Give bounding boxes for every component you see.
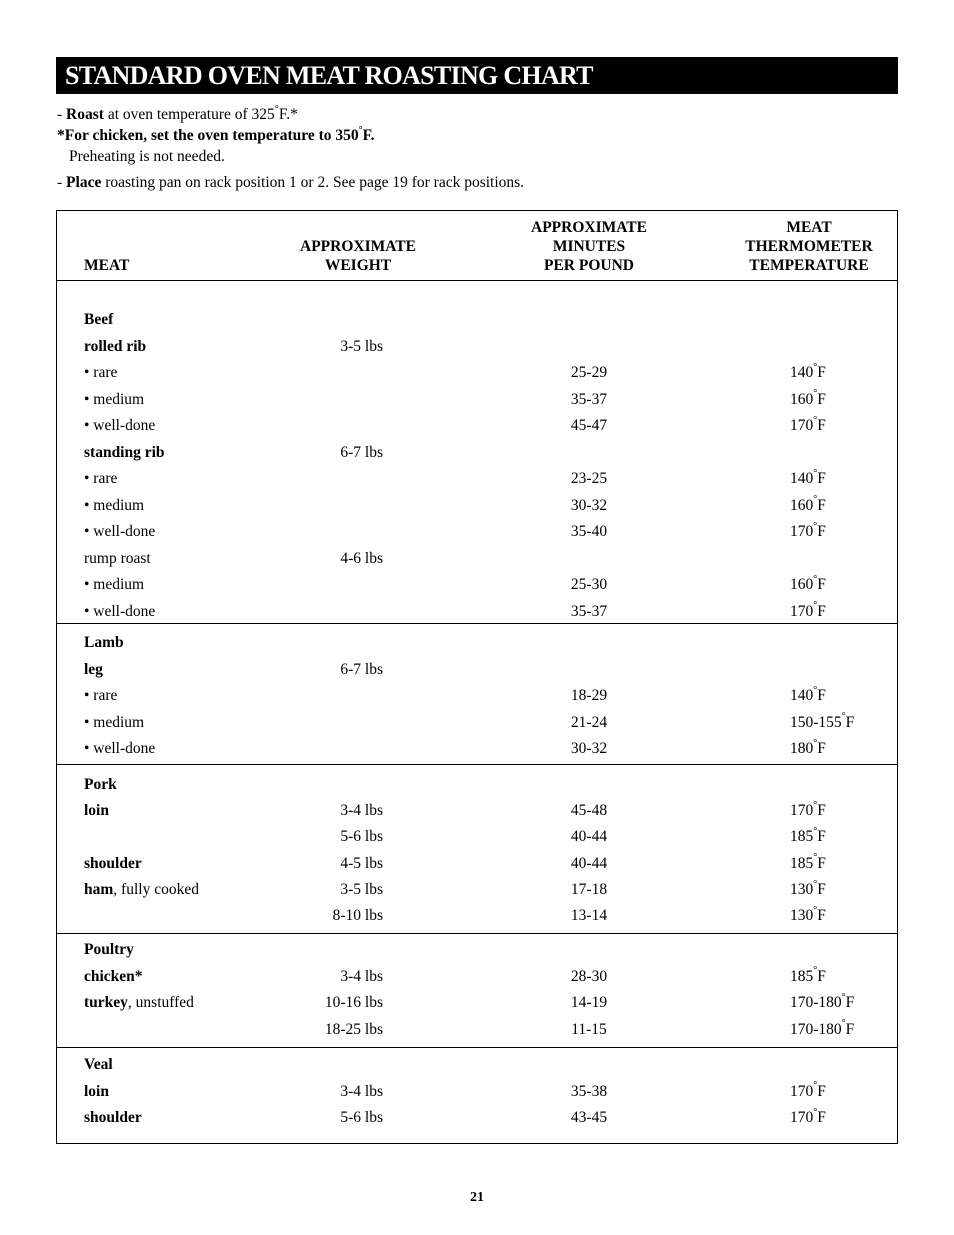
temperature-value: 160 — [790, 576, 814, 593]
meat-cut-cell — [84, 363, 117, 383]
table-row — [57, 443, 897, 463]
weight-cell: 4-5 lbs — [340, 854, 383, 872]
meat-cut-cell — [84, 602, 155, 622]
table-row — [57, 713, 897, 733]
meat-cut-bold: turkey — [84, 994, 128, 1011]
section-title: Pork — [84, 776, 117, 793]
roast-text: at oven temperature of 325 — [103, 106, 275, 123]
meat-cut-bold: leg — [84, 660, 103, 678]
temperature-value: 170 — [790, 1082, 814, 1100]
temperature-cell — [790, 1020, 854, 1040]
temperature-cell — [790, 854, 826, 874]
minutes-cell: 17-18 — [570, 880, 608, 898]
minutes-cell: 18-29 — [570, 687, 608, 704]
intro-place-line — [57, 174, 524, 192]
minutes-cell: 14-19 — [570, 994, 608, 1011]
temperature-cell — [790, 686, 826, 706]
table-row — [57, 549, 897, 569]
table-row — [57, 880, 897, 900]
temperature-value: 160 — [790, 390, 814, 408]
weight-cell: 4-6 lbs — [340, 549, 383, 567]
section-veal — [57, 1048, 897, 1144]
temperature-value: 170-180 — [790, 1020, 842, 1038]
temperature-unit: F — [817, 967, 826, 985]
degree-symbol: ° — [813, 414, 818, 426]
meat-cut-bold: rolled rib — [84, 337, 147, 355]
weight-cell: 10-16 lbs — [324, 994, 383, 1011]
header-temp-line: THERMOMETER — [745, 238, 873, 255]
temperature-cell — [790, 390, 826, 410]
meat-cut-cell — [84, 1082, 109, 1102]
meat-cut-text: • medium — [84, 496, 145, 514]
header-temp-line: MEAT — [786, 219, 832, 236]
meat-cut-text: , unstuffed — [127, 994, 194, 1011]
meat-cut-bold: chicken* — [84, 967, 143, 985]
degree-symbol: ° — [813, 800, 818, 812]
temperature-value: 140 — [790, 470, 814, 487]
page-number: 21 — [470, 1190, 484, 1205]
temperature-unit: F — [817, 802, 826, 820]
section-pork — [57, 765, 897, 934]
temperature-unit: F — [817, 470, 826, 487]
table-row — [57, 416, 897, 436]
minutes-cell: 35-38 — [570, 1082, 608, 1100]
degree-symbol: ° — [841, 991, 846, 1003]
meat-cut-cell — [84, 854, 142, 874]
place-text: roasting pan on rack position 1 or 2. See page 19 for rack positions. — [101, 174, 525, 191]
degree-symbol: ° — [813, 852, 818, 864]
header-minutes — [505, 218, 673, 275]
roast-label: Roast — [66, 106, 104, 123]
temperature-cell — [790, 827, 826, 847]
degree-symbol: ° — [813, 965, 818, 977]
section-title: Beef — [84, 311, 114, 328]
weight-cell: 3-5 lbs — [340, 880, 383, 898]
meat-cut-text: • well-done — [84, 417, 156, 434]
section-title-row — [57, 940, 897, 960]
table-row — [57, 1020, 897, 1040]
weight-cell: 5-6 lbs — [340, 828, 383, 846]
meat-cut-text: • medium — [84, 713, 145, 731]
temperature-cell — [790, 522, 826, 542]
meat-cut-bold: standing rib — [84, 443, 165, 461]
section-title-row — [57, 310, 897, 330]
table-row — [57, 967, 897, 987]
minutes-cell: 28-30 — [570, 967, 608, 985]
temperature-cell — [790, 880, 826, 900]
temperature-cell — [790, 416, 826, 436]
table-row — [57, 827, 897, 847]
meat-cut-cell — [84, 801, 109, 821]
minutes-cell: 40-44 — [570, 854, 608, 872]
degree-symbol: ° — [813, 826, 818, 838]
section-title-row — [57, 1055, 897, 1075]
meat-cut-text: • medium — [84, 576, 145, 593]
roasting-chart-table — [56, 210, 898, 1144]
header-weight — [275, 237, 441, 275]
minutes-cell: 21-24 — [570, 713, 608, 731]
chicken-unit: F. — [362, 127, 375, 144]
table-row — [57, 469, 897, 489]
table-row — [57, 1082, 897, 1102]
temperature-value: 185 — [790, 828, 814, 846]
minutes-cell: 11-15 — [571, 1020, 607, 1038]
page-title: STANDARD OVEN MEAT ROASTING CHART — [65, 61, 593, 90]
meat-cut-cell — [84, 337, 146, 357]
temperature-value: 170 — [790, 523, 814, 540]
meat-cut-text: • well-done — [84, 740, 156, 757]
section-title: Veal — [84, 1056, 113, 1073]
weight-cell: 3-5 lbs — [340, 337, 383, 355]
temperature-value: 170 — [790, 602, 814, 620]
degree-symbol: ° — [813, 684, 818, 696]
table-row — [57, 660, 897, 680]
meat-cut-cell — [84, 967, 143, 987]
minutes-cell: 35-37 — [570, 390, 608, 408]
temperature-value: 170-180 — [790, 994, 842, 1011]
meat-cut-cell — [84, 880, 199, 900]
temperature-cell — [790, 575, 826, 595]
header-minutes-line: APPROXIMATE — [531, 219, 647, 236]
weight-cell: 3-4 lbs — [340, 967, 383, 985]
table-row — [57, 390, 897, 410]
header-weight-line: APPROXIMATE — [300, 238, 416, 255]
temperature-cell — [790, 967, 826, 987]
meat-cut-cell — [84, 686, 117, 706]
place-label: Place — [66, 174, 102, 191]
table-header — [57, 211, 897, 281]
weight-cell: 6-7 lbs — [340, 443, 383, 461]
degree-symbol: ° — [813, 737, 818, 749]
meat-cut-cell — [84, 993, 194, 1013]
section-title: Poultry — [84, 941, 134, 958]
degree-symbol: ° — [813, 1080, 818, 1092]
minutes-cell: 40-44 — [570, 828, 608, 846]
temperature-unit: F — [817, 417, 826, 434]
meat-cut-cell — [84, 443, 165, 463]
degree-symbol: ° — [813, 467, 818, 479]
temperature-value: 170 — [790, 802, 814, 820]
temperature-cell — [790, 496, 826, 516]
meat-cut-cell — [84, 1108, 142, 1128]
meat-cut-text: • rare — [84, 470, 118, 487]
meat-cut-text: rump roast — [84, 549, 151, 567]
minutes-cell: 25-29 — [570, 364, 608, 381]
degree-symbol: ° — [841, 1018, 846, 1030]
temperature-value: 170 — [790, 417, 814, 434]
meat-cut-text: • rare — [84, 687, 118, 704]
temperature-value: 130 — [790, 880, 814, 898]
weight-cell: 8-10 lbs — [332, 907, 383, 924]
temperature-cell — [790, 713, 854, 733]
header-weight-line: WEIGHT — [324, 257, 392, 274]
degree-symbol: ° — [813, 494, 818, 506]
minutes-cell: 25-30 — [570, 576, 608, 593]
temperature-cell — [790, 1108, 826, 1128]
temperature-unit: F — [817, 854, 826, 872]
section-lamb — [57, 624, 897, 765]
title-bar — [56, 57, 898, 94]
temperature-cell — [790, 801, 826, 821]
table-row — [57, 522, 897, 542]
table-row — [57, 602, 897, 622]
temperature-value: 140 — [790, 687, 814, 704]
header-meat — [84, 256, 129, 275]
chicken-note: *For chicken, set the oven temperature to 350 — [57, 127, 359, 144]
meat-cut-cell — [84, 496, 144, 516]
table-row — [57, 496, 897, 516]
temperature-value: 185 — [790, 854, 814, 872]
meat-cut-cell — [84, 390, 144, 410]
weight-cell: 5-6 lbs — [340, 1109, 383, 1126]
temperature-unit: F — [817, 496, 826, 514]
table-row — [57, 337, 897, 357]
degree-symbol: ° — [813, 600, 818, 612]
temperature-unit: F — [817, 576, 826, 593]
bullet-dash: - — [57, 174, 67, 191]
degree-symbol: ° — [841, 711, 846, 723]
minutes-cell: 45-47 — [570, 417, 608, 434]
meat-cut-bold: shoulder — [84, 854, 142, 872]
header-temperature — [725, 218, 893, 275]
meat-cut-cell — [84, 660, 103, 680]
meat-cut-text: • rare — [84, 364, 118, 381]
temperature-unit: F — [817, 880, 826, 898]
temperature-value: 150-155 — [790, 713, 842, 731]
section-title-row — [57, 633, 897, 653]
minutes-cell: 13-14 — [570, 907, 608, 924]
table-row — [57, 363, 897, 383]
temperature-unit: F — [817, 740, 826, 757]
temperature-cell — [790, 363, 826, 383]
table-row — [57, 906, 897, 926]
temperature-unit: F — [817, 1109, 826, 1126]
intro-chicken-line — [57, 124, 375, 145]
header-meat-line: MEAT — [84, 257, 130, 274]
temperature-cell — [790, 993, 854, 1013]
temperature-unit: F — [817, 687, 826, 704]
temperature-unit: F — [817, 907, 826, 924]
meat-cut-cell — [84, 739, 155, 759]
header-minutes-line: MINUTES — [552, 238, 626, 255]
meat-cut-cell — [84, 416, 155, 436]
meat-cut-text: • well-done — [84, 602, 156, 620]
temperature-unit: F — [817, 1082, 826, 1100]
meat-cut-bold: loin — [84, 802, 109, 820]
table-row — [57, 854, 897, 874]
intro-preheat-line: Preheating is not needed. — [69, 148, 225, 165]
minutes-cell: 30-32 — [570, 496, 608, 514]
temperature-cell — [790, 739, 826, 759]
section-title: Lamb — [84, 634, 124, 651]
roast-unit: F.* — [278, 106, 298, 123]
temperature-value: 180 — [790, 740, 814, 757]
minutes-cell: 30-32 — [570, 740, 608, 757]
degree-symbol: ° — [813, 573, 818, 585]
meat-cut-cell — [84, 469, 117, 489]
intro-roast-line — [57, 103, 298, 124]
temperature-unit: F — [817, 390, 826, 408]
degree-symbol: ° — [274, 103, 279, 115]
meat-cut-cell — [84, 522, 155, 542]
section-title-row — [57, 775, 897, 795]
meat-cut-bold: loin — [84, 1082, 109, 1100]
degree-symbol: ° — [813, 388, 818, 400]
section-beef — [57, 282, 897, 624]
table-row — [57, 993, 897, 1013]
temperature-unit: F — [817, 828, 826, 846]
header-minutes-line: PER POUND — [544, 257, 634, 274]
weight-cell: 18-25 lbs — [324, 1020, 383, 1038]
meat-cut-cell — [84, 713, 144, 733]
degree-symbol: ° — [813, 904, 818, 916]
meat-cut-text: • well-done — [84, 523, 156, 540]
degree-symbol: ° — [813, 361, 818, 373]
minutes-cell: 23-25 — [570, 470, 608, 487]
temperature-value: 185 — [790, 967, 814, 985]
temperature-unit: F — [845, 994, 855, 1011]
temperature-unit: F — [845, 1020, 855, 1038]
temperature-unit: F — [817, 364, 826, 381]
temperature-cell — [790, 469, 826, 489]
meat-cut-text: , fully cooked — [113, 880, 199, 898]
minutes-cell: 43-45 — [570, 1109, 608, 1126]
meat-cut-text: • medium — [84, 390, 145, 408]
minutes-cell: 35-37 — [570, 602, 608, 620]
meat-cut-bold: ham — [84, 880, 114, 898]
header-temp-line: TEMPERATURE — [749, 257, 869, 274]
temperature-cell — [790, 1082, 826, 1102]
meat-cut-bold: shoulder — [84, 1109, 142, 1126]
temperature-unit: F — [845, 713, 855, 731]
bullet-dash: - — [57, 106, 67, 123]
table-row — [57, 575, 897, 595]
temperature-unit: F — [817, 523, 826, 540]
weight-cell: 3-4 lbs — [340, 1082, 383, 1100]
temperature-unit: F — [817, 602, 826, 620]
weight-cell: 3-4 lbs — [340, 802, 383, 820]
minutes-cell: 35-40 — [570, 523, 608, 540]
meat-cut-cell — [84, 549, 151, 569]
table-row — [57, 686, 897, 706]
temperature-cell — [790, 906, 826, 926]
meat-cut-cell — [84, 575, 144, 595]
minutes-cell: 45-48 — [570, 802, 608, 820]
temperature-cell — [790, 602, 826, 622]
temperature-value: 140 — [790, 364, 814, 381]
degree-symbol: ° — [813, 878, 818, 890]
degree-symbol: ° — [813, 520, 818, 532]
temperature-value: 130 — [790, 907, 814, 924]
section-poultry — [57, 934, 897, 1048]
table-row — [57, 1108, 897, 1128]
degree-symbol: ° — [358, 124, 363, 136]
table-row — [57, 801, 897, 821]
weight-cell: 6-7 lbs — [340, 660, 383, 678]
temperature-value: 170 — [790, 1109, 814, 1126]
degree-symbol: ° — [813, 1106, 818, 1118]
temperature-value: 160 — [790, 496, 814, 514]
table-row — [57, 739, 897, 759]
